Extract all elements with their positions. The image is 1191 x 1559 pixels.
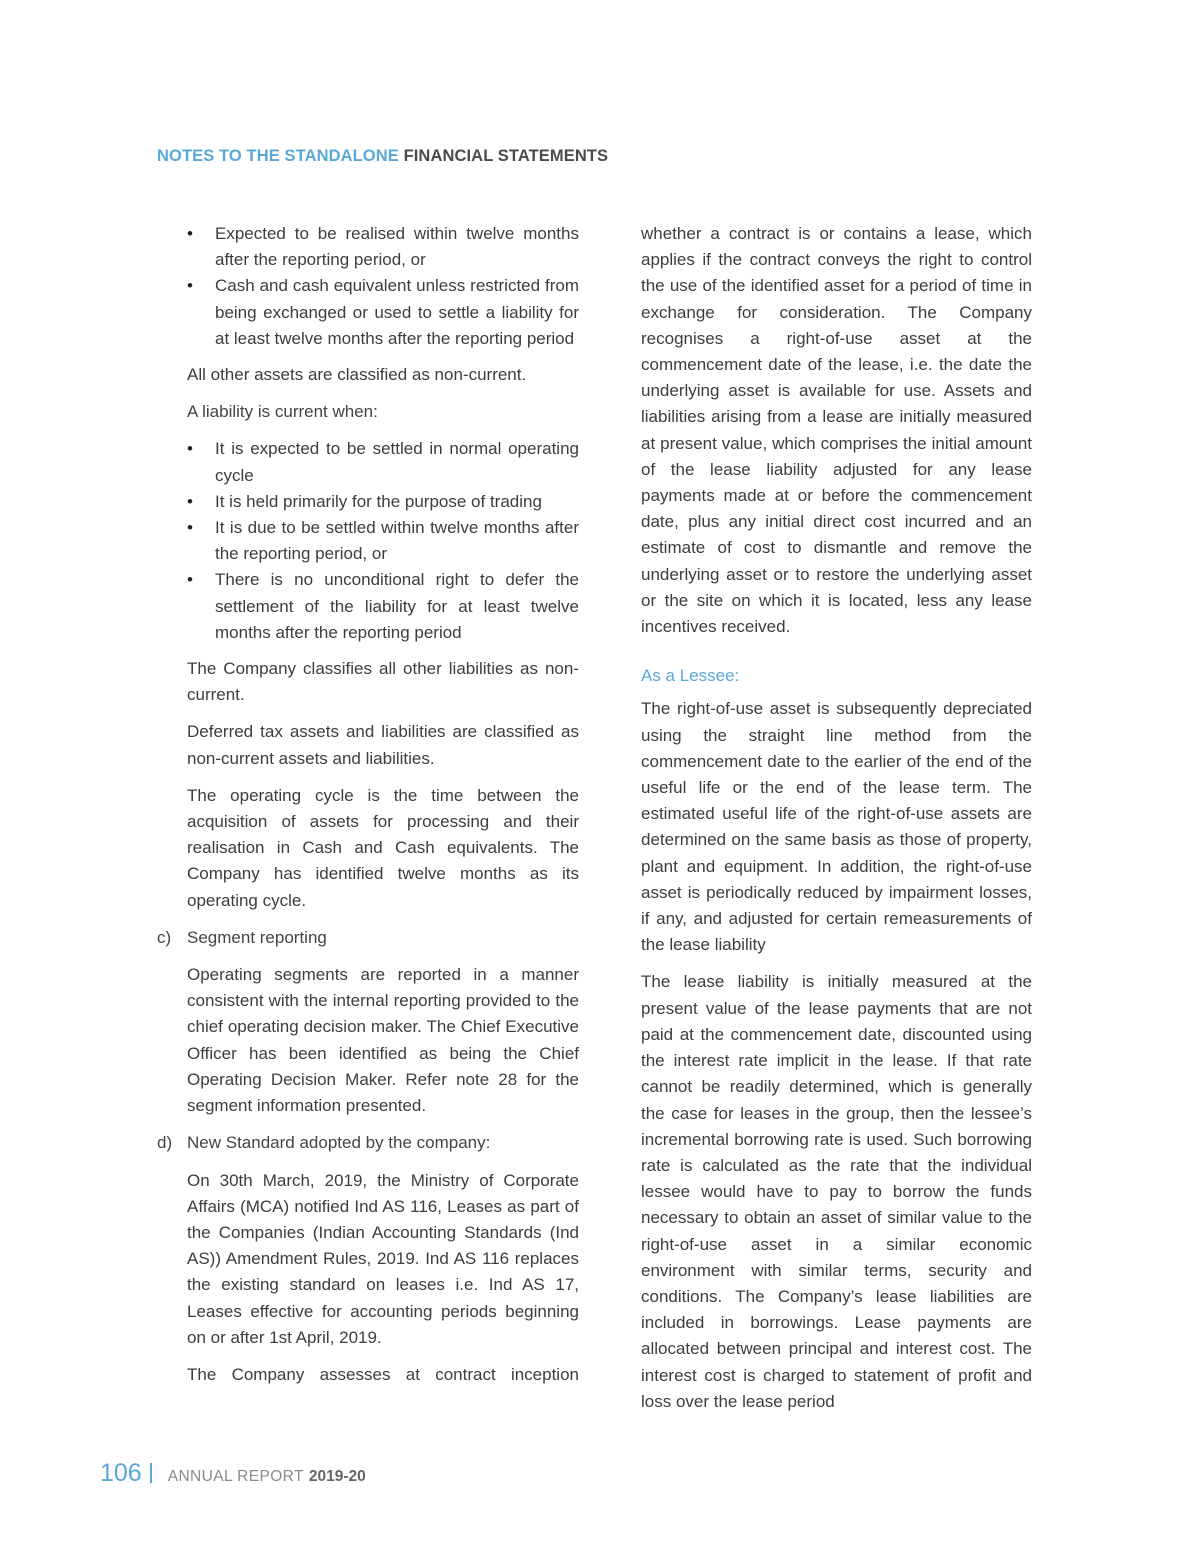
right-of-use-paragraph: The right-of-use asset is subsequently depreciated using the straight line method from the commencement date to the earlier of the end of the useful life or the end of the lease term. The estimated useful life of the right-of-use assets are determined on the same basis as those of property, plant and equipment. In addition, the right-of-use asset is periodically reduced by impairment losses, if any, and adjusted for certain remeasurements of the lease liability: [641, 699, 1032, 955]
section-c-label: c): [157, 927, 172, 947]
report-year: 2019-20: [308, 1468, 366, 1485]
noncurrent-liabilities-paragraph: The Company classifies all other liabilities as non-current.: [187, 659, 579, 705]
current-liabilities-bullet-list: [187, 436, 579, 646]
list-item: • Expected to be realised within twelve months after the reporting period, or: [187, 221, 579, 273]
section-c-heading: [157, 925, 579, 951]
contract-inception-paragraph: The Company assesses at contract inception: [187, 1364, 579, 1384]
footer-divider: [150, 1463, 152, 1483]
operating-cycle-paragraph: The operating cycle is the time between the acquisition of assets for processing and their realisation in Cash and Cash equivalents. The Company has identified twelve months as its operating cycle.: [187, 785, 579, 910]
segment-reporting-paragraph: Operating segments are reported in a manner consistent with the internal reporting provided to the chief operating decision maker. The Chief Executive Officer has been identified as being the Chief Operating Decision Maker. Refer note 28 for the segment information presented.: [187, 965, 579, 1116]
page-footer: [100, 1459, 366, 1488]
list-item: • It is due to be settled within twelve months after the reporting period, or: [187, 515, 579, 567]
current-assets-bullet-list: [187, 221, 579, 352]
list-item: • There is no unconditional right to defer the settlement of the liability for at least twelve months after the reporting period: [187, 567, 579, 646]
header-title-rest: FINANCIAL STATEMENTS: [403, 147, 609, 165]
header-title-highlight: NOTES TO THE STANDALONE: [157, 147, 399, 165]
page-header: [157, 147, 608, 166]
lessee-heading: As a Lessee:: [641, 666, 740, 686]
section-d-heading: [157, 1130, 579, 1156]
ind-as-116-paragraph: On 30th March, 2019, the Ministry of Corporate Affairs (MCA) notified Ind AS 116, Leases as part of the Companies (Indian Accounting Standards (Ind AS)) Amendment Rules, 2019. Ind AS 116 replaces the existing standard on leases i.e. Ind AS 17, Leases effective for accounting periods beginning on or after 1st April, 2019.: [187, 1170, 579, 1347]
list-item: • Cash and cash equivalent unless restricted from being exchanged or used to settle a liability for at least twelve months after the reporting period: [187, 273, 579, 352]
section-d-title: New Standard adopted by the company:: [187, 1133, 491, 1153]
lease-contract-paragraph: whether a contract is or contains a lease, which applies if the contract conveys the right to control the use of the identified asset for a period of time in exchange for consideration. The Company recognises a right-of-use asset at the commencement date of the lease, i.e. the date the underlying asset is available for use. Assets and liabilities arising from a lease are initially measured at present value, which comprises the initial amount of the lease liability adjusted for any lease payments made at or before the commencement date, plus any initial direct cost incurred and an estimate of cost to dismantle and remove the underlying asset or to restore the underlying asset or the site on which it is located, less any lease incentives received.: [641, 224, 1032, 637]
deferred-tax-paragraph: Deferred tax assets and liabilities are classified as non-current assets and liabilities.: [187, 722, 579, 768]
page-number: 106: [100, 1459, 142, 1487]
lease-liability-paragraph: The lease liability is initially measured at the present value of the lease payments that are not paid at the commencement date, discounted using the interest rate implicit in the lease. If that rate cannot be readily determined, which is generally the case for leases in the group, then the lessee’s incremental borrowing rate is used. Such borrowing rate is calculated as the rate that the individual lessee would have to pay to borrow the funds necessary to obtain an asset of similar value to the right-of-use asset in a similar economic environment with similar terms, security and conditions. The Company’s lease liabilities are included in borrowings. Lease payments are allocated between principal and interest cost. The interest cost is charged to statement of profit and loss over the lease period: [641, 972, 1032, 1411]
list-item: • It is held primarily for the purpose of trading: [187, 489, 579, 515]
liability-current-heading: A liability is current when:: [187, 402, 378, 422]
section-d-label: d): [157, 1133, 173, 1153]
list-item: • It is expected to be settled in normal operating cycle: [187, 436, 579, 488]
section-c-title: Segment reporting: [187, 927, 327, 947]
left-column: [157, 221, 579, 1388]
right-column: [641, 221, 1032, 1415]
report-label: ANNUAL REPORT: [167, 1468, 304, 1485]
noncurrent-assets-paragraph: All other assets are classified as non-current.: [187, 365, 527, 385]
